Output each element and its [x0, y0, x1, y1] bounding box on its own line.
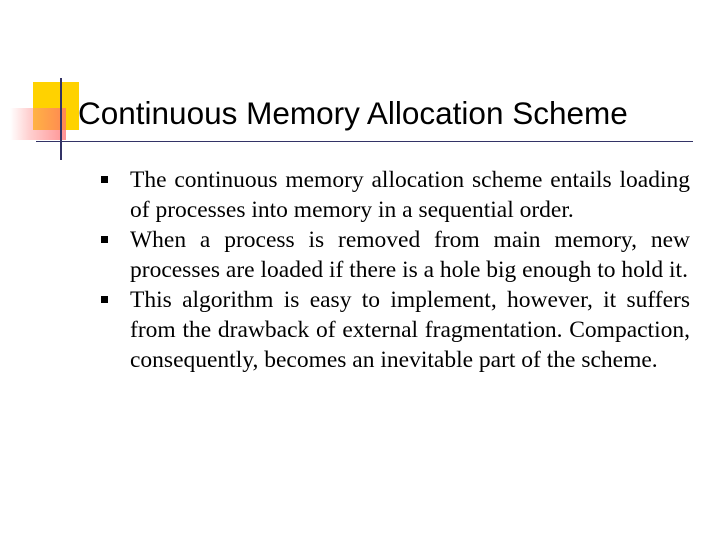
bullet-text: This algorithm is easy to implement, however, it suffers from the drawback of external fragmentation. Compaction, consequently, becomes an inevitable part of the scheme. [130, 287, 690, 373]
square-bullet-icon [101, 236, 108, 243]
bullet-list [0, 165, 720, 375]
bullet-text: When a process is removed from main memory, new processes are loaded if there is a hole big enough to hold it. [130, 227, 690, 283]
decorative-vertical-rule [60, 78, 62, 160]
bullet-item [0, 165, 690, 225]
slide-title: Continuous Memory Allocation Scheme [78, 95, 628, 131]
square-bullet-icon [101, 176, 108, 183]
decorative-pink-bar [10, 108, 66, 140]
bullet-item [0, 225, 690, 285]
bullet-text: The continuous memory allocation scheme entails loading of processes into memory in a sequential order. [130, 167, 690, 223]
square-bullet-icon [101, 296, 108, 303]
title-underline-rule [36, 141, 693, 142]
bullet-item [0, 285, 690, 375]
